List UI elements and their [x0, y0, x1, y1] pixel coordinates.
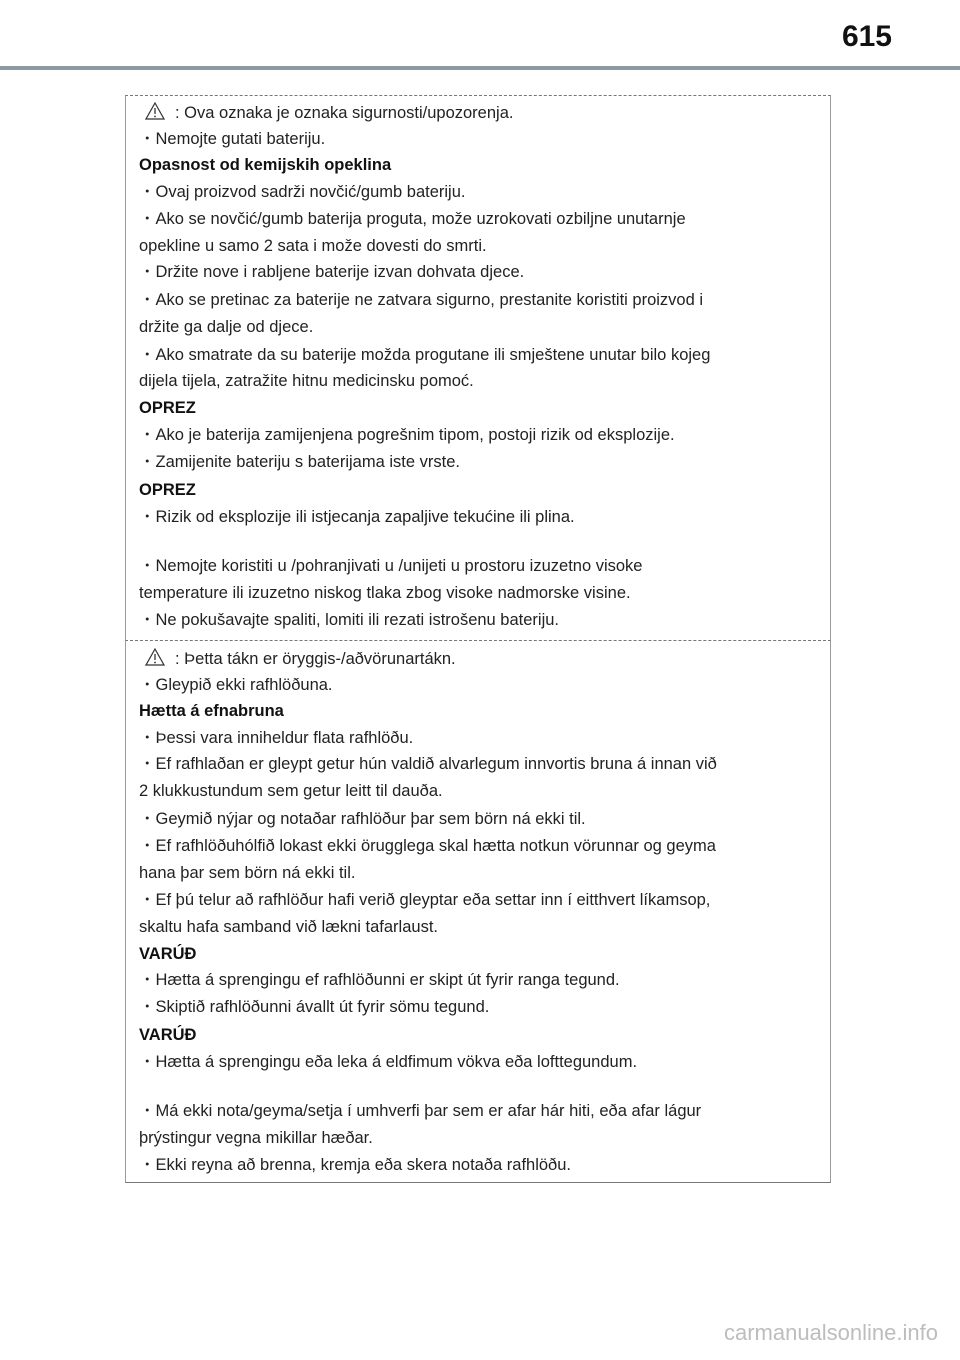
page-number: 615 [841, 20, 892, 53]
text-line: ・Hætta á sprengingu ef rafhlöðunni er skipt út fyrir ranga tegund. [139, 971, 620, 989]
text-line: ・Ef þú telur að rafhlöður hafi verið gleyptar eða settar inn í eitthvert líkamsop, [139, 891, 711, 909]
text-line: skaltu hafa samband við lækni tafarlaust. [139, 918, 438, 936]
text-line: ・Rizik od eksplozije ili istjecanja zapaljive tekućine ili plina. [139, 508, 575, 526]
text-line: ・Ef rafhlöðuhólfið lokast ekki örugglega skal hætta notkun vörunnar og geyma [139, 837, 716, 855]
text-line: ・Geymið nýjar og notaðar rafhlöður þar sem börn ná ekki til. [139, 810, 586, 828]
section-heading: VARÚÐ [139, 1026, 197, 1044]
text-line: dijela tijela, zatražite hitnu medicinsku pomoć. [139, 372, 474, 390]
text-line: ・Gleypið ekki rafhlöðuna. [139, 676, 333, 694]
text-line: ・Skiptið rafhlöðunni ávallt út fyrir sömu tegund. [139, 998, 490, 1016]
text-line: ・Ako smatrate da su baterije možda progutane ili smještene unutar bilo kojeg [139, 346, 711, 364]
text-line: hana þar sem börn ná ekki til. [139, 864, 356, 882]
text-line: ・Zamijenite bateriju s baterijama iste vrste. [139, 453, 460, 471]
header-rule [0, 66, 960, 70]
text-line: ・Ovaj proizvod sadrži novčić/gumb bateriju. [139, 183, 466, 201]
text-line: ・Ekki reyna að brenna, kremja eða skera notaða rafhlöðu. [139, 1156, 571, 1174]
warning-icon [145, 102, 165, 120]
text-line: ・Má ekki nota/geyma/setja í umhverfi þar sem er afar hár hiti, eða afar lágur [139, 1102, 702, 1120]
text-line: ・Ef rafhlaðan er gleypt getur hún valdið alvarlegum innvortis bruna á innan við [139, 755, 717, 773]
text-line: ・Hætta á sprengingu eða leka á eldfimum vökva eða lofttegundum. [139, 1053, 638, 1071]
text-line: 2 klukkustundum sem getur leitt til dauða. [139, 782, 443, 800]
text-line: opekline u samo 2 sata i može dovesti do smrti. [139, 237, 487, 255]
warning-icon-legend-hr: : Ova oznaka je oznaka sigurnosti/upozorenja. [175, 104, 514, 122]
text-line: ・Ako se pretinac za baterije ne zatvara sigurno, prestanite koristiti proizvod i [139, 291, 704, 309]
section-heading: OPREZ [139, 399, 196, 417]
section-heading: VARÚÐ [139, 945, 197, 963]
text-line: ・Nemojte koristiti u /pohranjivati u /unijeti u prostoru izuzetno visoke [139, 557, 643, 575]
section-heading: OPREZ [139, 481, 196, 499]
warning-icon-legend-is: : Þetta tákn er öryggis-/aðvörunartákn. [175, 650, 456, 668]
text-line: ・Ako se novčić/gumb baterija proguta, može uzrokovati ozbiljne unutarnje [139, 210, 686, 228]
watermark: carmanualsonline.info [723, 1320, 938, 1345]
text-line: ・Ako je baterija zamijenjena pogrešnim tipom, postoji rizik od eksplozije. [139, 426, 675, 444]
section-heading: Opasnost od kemijskih opeklina [139, 156, 392, 174]
text-line: ・Ne pokušavajte spaliti, lomiti ili rezati istrošenu bateriju. [139, 611, 560, 629]
warning-icon [145, 648, 165, 666]
text-line: ・Držite nove i rabljene baterije izvan dohvata djece. [139, 263, 525, 281]
text-line: ・Nemojte gutati bateriju. [139, 130, 326, 148]
section-heading: Hætta á efnabruna [139, 702, 284, 720]
text-line: ・Þessi vara inniheldur flata rafhlöðu. [139, 729, 414, 747]
text-line: þrýstingur vegna mikillar hæðar. [139, 1129, 373, 1147]
text-line: temperature ili izuzetno niskog tlaka zbog visoke nadmorske visine. [139, 584, 631, 602]
text-line: držite ga dalje od djece. [139, 318, 314, 336]
